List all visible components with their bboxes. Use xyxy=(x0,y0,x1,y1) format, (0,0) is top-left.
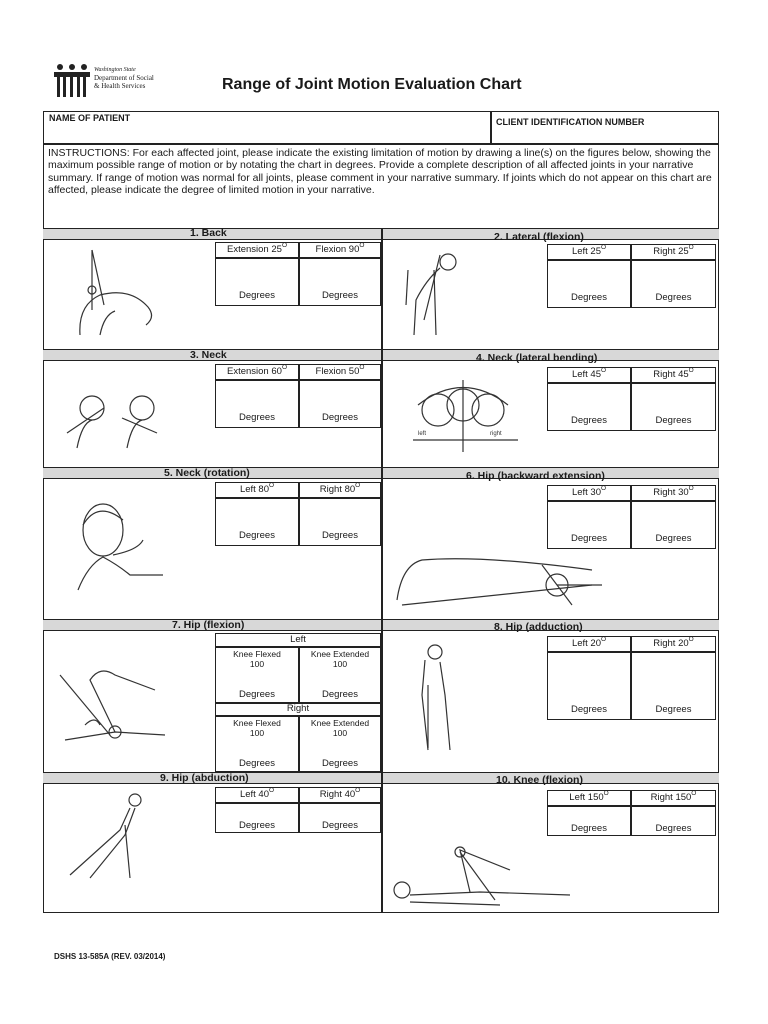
label-hip-ext-right xyxy=(631,487,716,498)
label-value: 100 xyxy=(332,659,348,669)
label-text: Knee Flexed xyxy=(233,718,281,728)
label-text: Knee Extended xyxy=(310,718,370,728)
label-text: Left 150 xyxy=(569,792,604,803)
section-title-neck-lateral-bending: 4. Neck (lateral bending) xyxy=(476,352,598,364)
hip-adduction-figure xyxy=(410,640,460,755)
label-text: Flexion 50 xyxy=(315,366,360,377)
label-value: 100 xyxy=(249,728,265,738)
agency-name: Washington State Department of Social & Health Services xyxy=(94,67,154,90)
section-title-back: 1. Back xyxy=(190,227,227,239)
label-neck-extension xyxy=(215,366,299,377)
section-title-neck: 3. Neck xyxy=(190,349,227,361)
label-hip-add-right xyxy=(631,638,716,649)
label-back-extension xyxy=(215,244,299,255)
degrees-label: Degrees xyxy=(655,292,692,303)
client-id-field[interactable] xyxy=(495,128,715,141)
label-hip-flex-left: Left xyxy=(290,634,306,645)
label-text: Right 45 xyxy=(653,369,689,380)
label-hip-abd-left xyxy=(215,789,299,800)
section-title-hip-backward-extension: 6. Hip (backward extension) xyxy=(466,470,605,482)
degree-symbol: O xyxy=(281,364,287,371)
degrees-label: Degrees xyxy=(655,704,692,715)
label-text: Left 80 xyxy=(239,484,269,495)
label-text: Left 25 xyxy=(571,246,601,257)
degrees-label: Degrees xyxy=(239,412,275,423)
label-hip-add-left xyxy=(547,638,631,649)
label-value: 100 xyxy=(249,659,265,669)
degrees-label: Degrees xyxy=(322,689,358,700)
label-text: Right 40 xyxy=(319,789,356,800)
label-text: Right 80 xyxy=(319,484,356,495)
degree-symbol: O xyxy=(688,367,694,374)
label-text: Left 45 xyxy=(571,369,601,380)
section-title-lateral-flexion: 2. Lateral (flexion) xyxy=(494,231,584,243)
section-title-hip-flexion: 7. Hip (flexion) xyxy=(172,619,245,631)
fig-label-right: right xyxy=(490,431,502,437)
label-neck-rot-left xyxy=(215,484,299,495)
degrees-label: Degrees xyxy=(239,758,275,769)
client-id-label: CLIENT IDENTIFICATION NUMBER xyxy=(496,117,645,127)
label-neck-rot-right xyxy=(299,484,381,495)
label-text: Right 30 xyxy=(653,487,689,498)
section-title-hip-adduction: 8. Hip (adduction) xyxy=(494,621,583,633)
label-lateral-left xyxy=(547,246,631,257)
section-title-neck-rotation: 5. Neck (rotation) xyxy=(164,467,250,479)
fig-label-left: left xyxy=(418,431,427,437)
patient-name-label: NAME OF PATIENT xyxy=(49,113,131,123)
degree-symbol: O xyxy=(603,790,609,797)
degree-symbol: O xyxy=(601,367,607,374)
degrees-label: Degrees xyxy=(571,292,607,303)
neck-figure xyxy=(52,388,172,458)
degree-symbol: O xyxy=(601,244,607,251)
knee-extended-label xyxy=(299,718,381,738)
label-knee-flex-right xyxy=(631,792,716,803)
neck-lateral-bending-figure xyxy=(408,370,528,460)
degrees-label: Degrees xyxy=(322,290,358,301)
degree-symbol: O xyxy=(601,636,607,643)
label-text: Right 20 xyxy=(653,638,689,649)
degrees-label: Degrees xyxy=(322,820,358,831)
degree-symbol: O xyxy=(601,485,607,492)
instructions: INSTRUCTIONS: For each affected joint, please indicate the existing limitation of motion by drawing a line(s) on the figures below, showing the maximum possible range of motion or by notating the chart in degrees. Provide a complete description of all affected joints in your narrative summary. If range of motion was normal for all joints, please comment in your narrative summary. If joints which do not appear on this chart are affected, please indicate the degree of limited motion in your narrative. xyxy=(48,147,712,197)
degrees-label: Degrees xyxy=(655,533,692,544)
label-text: Left 30 xyxy=(571,487,601,498)
form-number: DSHS 13-585A (REV. 03/2014) xyxy=(54,952,166,961)
knee-flexion-figure xyxy=(390,840,580,910)
label-hip-abd-right xyxy=(299,789,381,800)
degrees-label: Degrees xyxy=(239,820,275,831)
label-back-flexion xyxy=(299,244,381,255)
label-knee-flex-left xyxy=(547,792,631,803)
knee-flexed-label xyxy=(215,718,299,738)
neck-rotation-figure xyxy=(68,495,168,595)
knee-extended-label xyxy=(299,649,381,669)
degree-symbol: O xyxy=(691,790,697,797)
degrees-label: Degrees xyxy=(322,530,358,541)
hip-extension-figure xyxy=(392,545,612,610)
degrees-label: Degrees xyxy=(239,689,275,700)
degree-symbol: O xyxy=(355,482,361,489)
section-title-hip-abduction: 9. Hip (abduction) xyxy=(160,772,249,784)
back-figure xyxy=(60,245,170,340)
degrees-label: Degrees xyxy=(571,823,607,834)
degrees-label: Degrees xyxy=(655,415,692,426)
label-text: Flexion 90 xyxy=(315,244,360,255)
degrees-label: Degrees xyxy=(239,290,275,301)
degree-symbol: O xyxy=(355,787,361,794)
label-text: Right 150 xyxy=(650,792,692,803)
degrees-label: Degrees xyxy=(322,412,358,423)
degrees-label: Degrees xyxy=(655,823,692,834)
dshs-logo-icon xyxy=(52,62,92,102)
label-lateral-right xyxy=(631,246,716,257)
label-text: Extension 25 xyxy=(227,244,282,255)
label-text: Left 40 xyxy=(239,789,269,800)
center-divider xyxy=(381,228,383,913)
degree-symbol: O xyxy=(269,787,275,794)
degrees-label: Degrees xyxy=(571,415,607,426)
lateral-flexion-figure xyxy=(396,250,466,340)
hip-flexion-figure xyxy=(55,660,170,745)
label-text: Left 20 xyxy=(571,638,601,649)
label-text: Right 25 xyxy=(653,246,689,257)
degree-symbol: O xyxy=(688,485,694,492)
degrees-label: Degrees xyxy=(571,704,607,715)
degrees-label: Degrees xyxy=(322,758,358,769)
header-rule xyxy=(43,143,719,145)
label-neck-bend-left xyxy=(547,369,631,380)
label-text: Knee Flexed xyxy=(233,649,281,659)
knee-flexed-label xyxy=(215,649,299,669)
label-neck-flexion xyxy=(299,366,381,377)
label-neck-bend-right xyxy=(631,369,716,380)
dshs-logo xyxy=(52,62,172,102)
degree-symbol: O xyxy=(359,242,365,249)
patient-name-field[interactable] xyxy=(49,124,487,140)
degrees-label: Degrees xyxy=(571,533,607,544)
degrees-label: Degrees xyxy=(239,530,275,541)
degree-symbol: O xyxy=(269,482,275,489)
degree-symbol: O xyxy=(688,636,694,643)
section-title-knee-flexion: 10. Knee (flexion) xyxy=(496,774,583,786)
degree-symbol: O xyxy=(281,242,287,249)
label-text: Knee Extended xyxy=(310,649,370,659)
degree-symbol: O xyxy=(359,364,365,371)
degree-symbol: O xyxy=(688,244,694,251)
label-text: Extension 60 xyxy=(227,366,282,377)
page-title: Range of Joint Motion Evaluation Chart xyxy=(222,76,522,93)
header-divider xyxy=(490,111,492,144)
label-value: 100 xyxy=(332,728,348,738)
hip-abduction-figure xyxy=(60,790,160,880)
label-hip-flex-right: Right xyxy=(286,703,310,714)
label-hip-ext-left xyxy=(547,487,631,498)
